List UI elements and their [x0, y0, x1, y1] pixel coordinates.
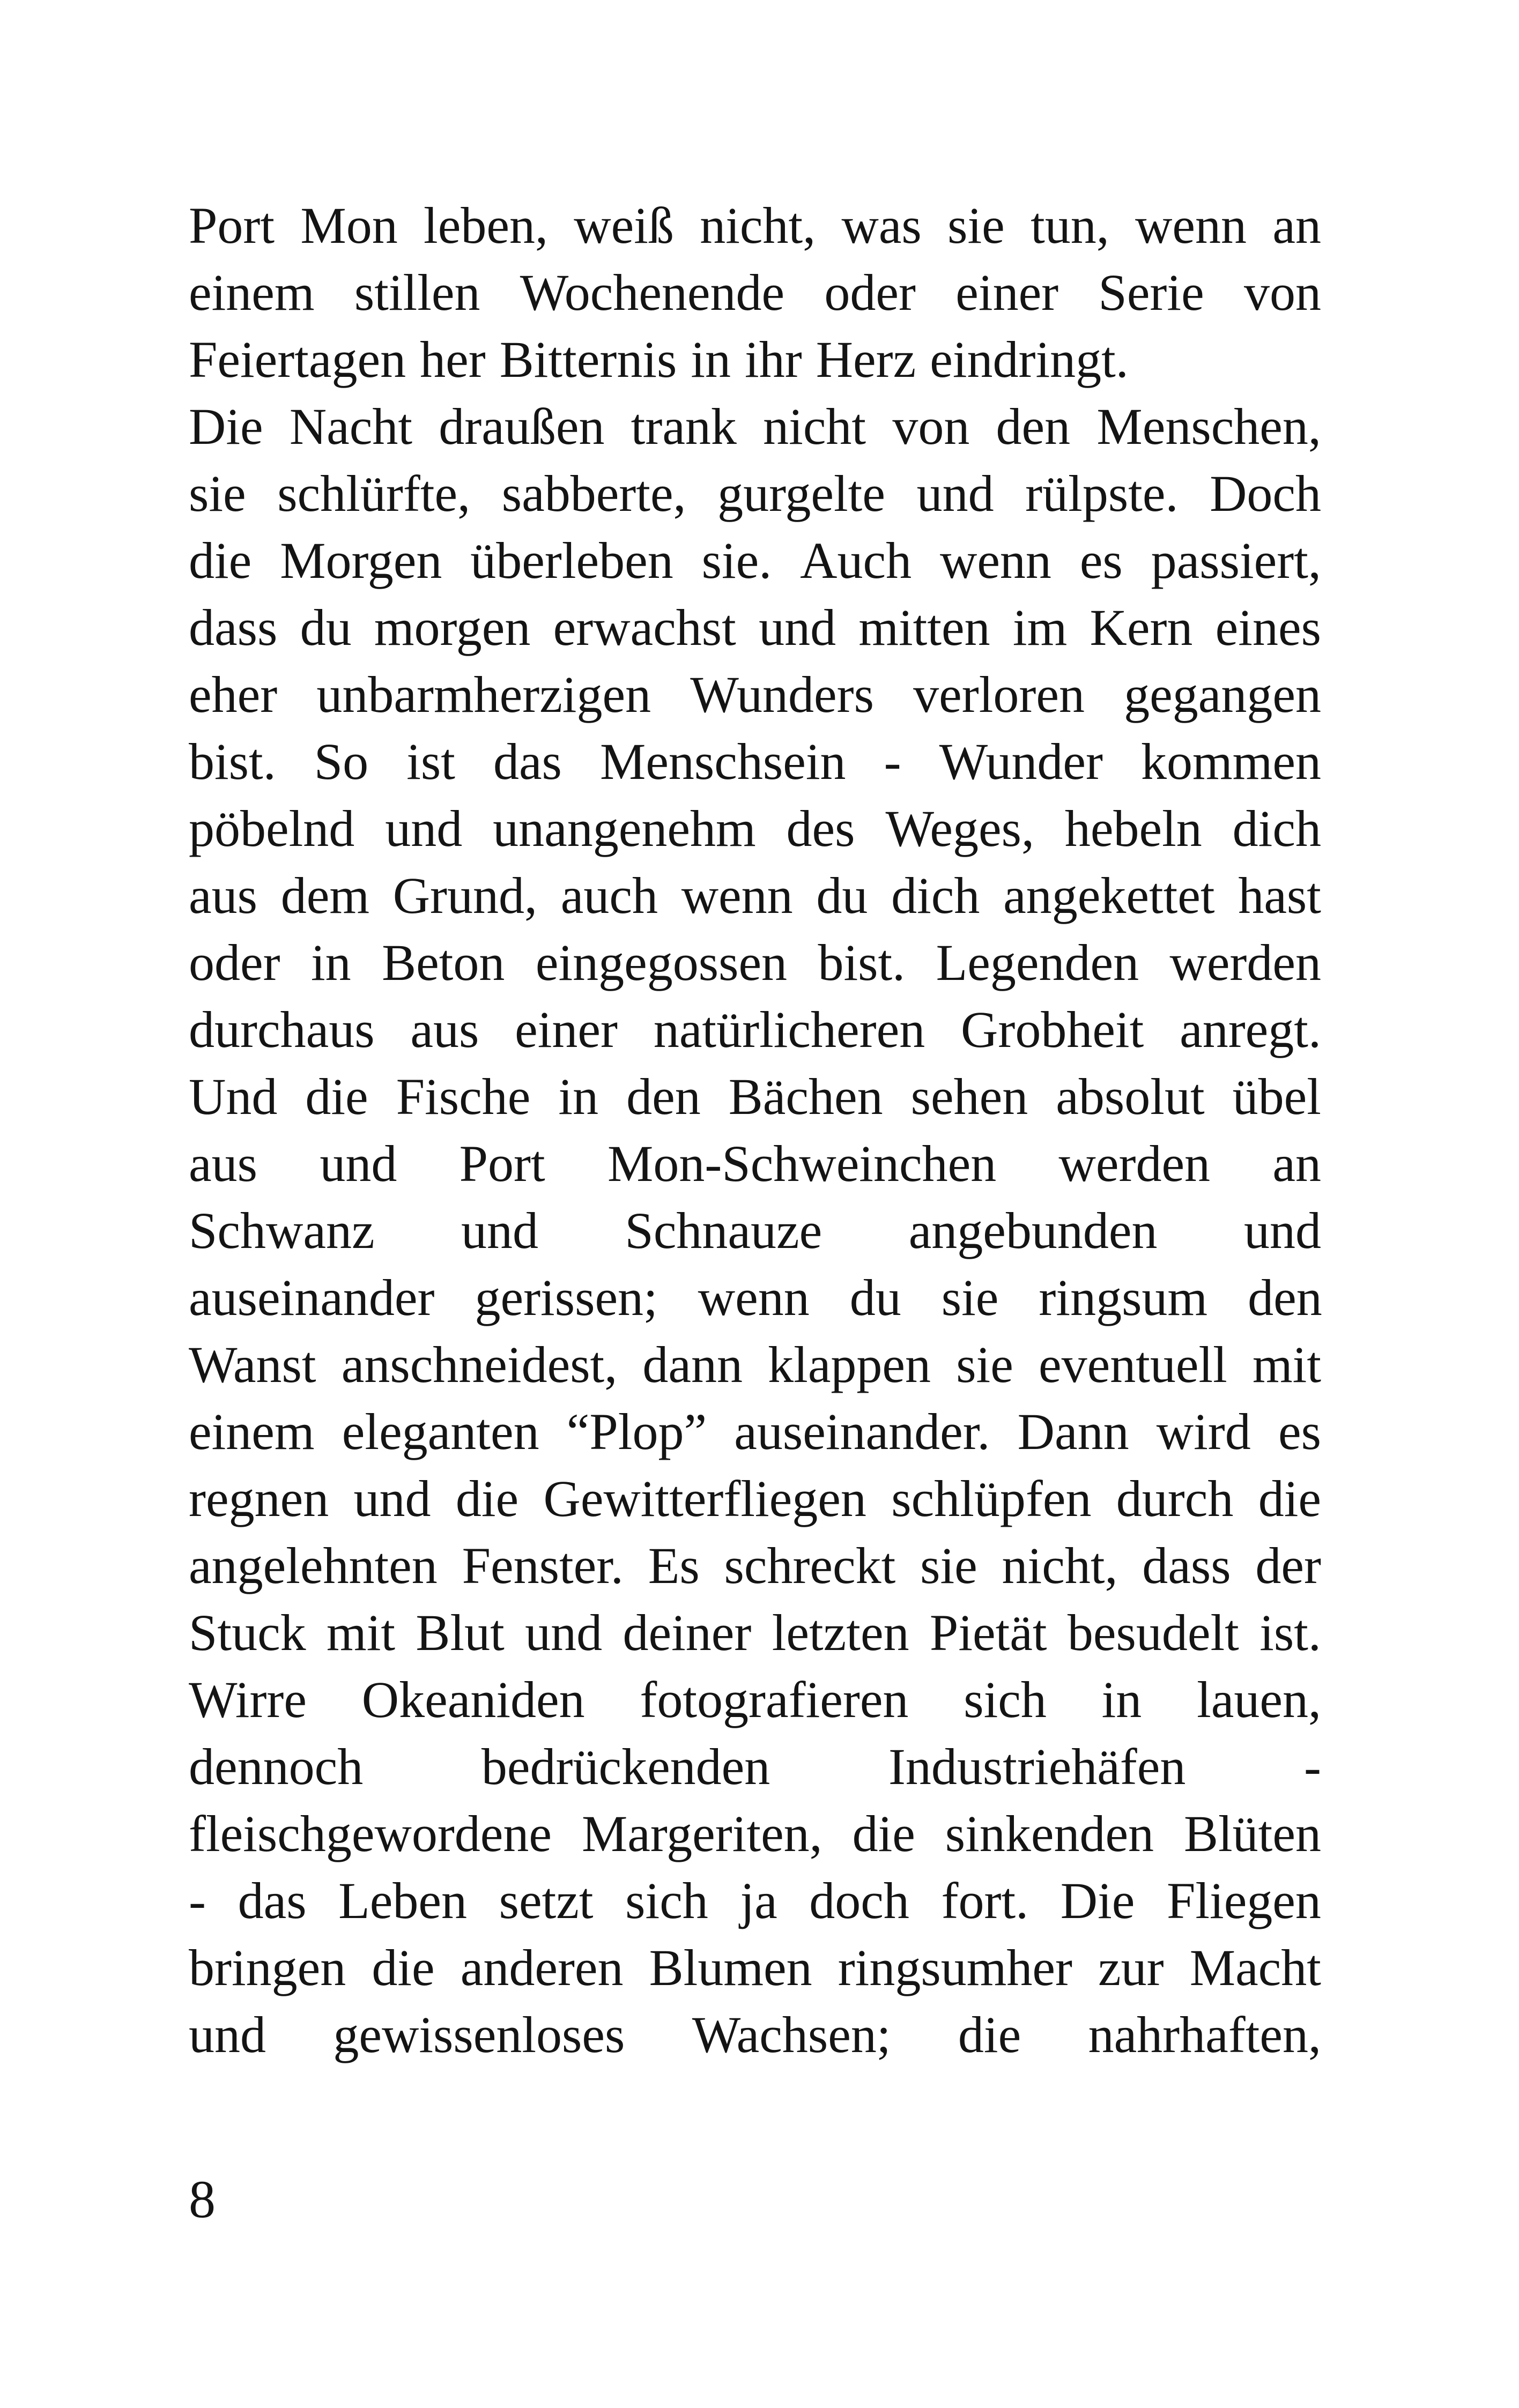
text-line: Feiertagen her Bitternis in ihr Herz eindringt.: [189, 331, 1129, 388]
page-number: 8: [189, 2169, 216, 2229]
text-line: dennoch bedrückenden Industriehäfen -: [189, 1738, 1321, 1795]
text-line: Wanst anschneidest, dann klappen sie eventuell mit: [189, 1336, 1321, 1393]
text-line: Port Mon leben, weiß nicht, was sie tun, wenn an: [189, 197, 1321, 254]
text-line: bringen die anderen Blumen ringsumher zur Macht: [189, 1939, 1321, 1996]
text-line: pöbelnd und unangenehm des Weges, hebeln dich: [189, 800, 1321, 857]
text-line: aus dem Grund, auch wenn du dich angekettet hast: [189, 867, 1321, 924]
text-line: und gewissenloses Wachsen; die nahrhaften,: [189, 2006, 1321, 2063]
text-line: die Morgen überleben sie. Auch wenn es passiert,: [189, 532, 1321, 589]
text-line: eher unbarmherzigen Wunders verloren gegangen: [189, 666, 1321, 723]
text-line: aus und Port Mon-Schweinchen werden an: [189, 1135, 1321, 1192]
text-line: Die Nacht draußen trank nicht von den Menschen,: [189, 398, 1321, 455]
text-line: Und die Fische in den Bächen sehen absolut übel: [189, 1068, 1321, 1125]
text-line: oder in Beton eingegossen bist. Legenden werden: [189, 934, 1321, 991]
text-line: dass du morgen erwachst und mitten im Kern eines: [189, 599, 1321, 656]
text-line: auseinander gerissen; wenn du sie ringsum den: [189, 1269, 1322, 1326]
text-line: fleischgewordene Margeriten, die sinkenden Blüten: [189, 1805, 1321, 1862]
text-line: Stuck mit Blut und deiner letzten Pietät besudelt ist.: [189, 1604, 1321, 1661]
text-line: durchaus aus einer natürlicheren Grobheit anregt.: [189, 1001, 1321, 1058]
text-line: Wirre Okeaniden fotografieren sich in lauen,: [189, 1671, 1321, 1728]
text-line: regnen und die Gewitterfliegen schlüpfen durch die: [189, 1470, 1321, 1527]
text-line: einem stillen Wochenende oder einer Serie von: [189, 264, 1321, 321]
body-text: [189, 192, 1321, 2068]
text-line: Schwanz und Schnauze angebunden und: [189, 1202, 1321, 1259]
text-line: - das Leben setzt sich ja doch fort. Die Fliegen: [189, 1872, 1321, 1929]
text-line: sie schlürfte, sabberte, gurgelte und rülpste. Doch: [189, 465, 1321, 522]
text-line: einem eleganten “Plop” auseinander. Dann wird es: [189, 1403, 1321, 1460]
text-line: bist. So ist das Menschsein - Wunder kommen: [189, 733, 1321, 790]
text-line: angelehnten Fenster. Es schreckt sie nicht, dass der: [189, 1537, 1321, 1594]
